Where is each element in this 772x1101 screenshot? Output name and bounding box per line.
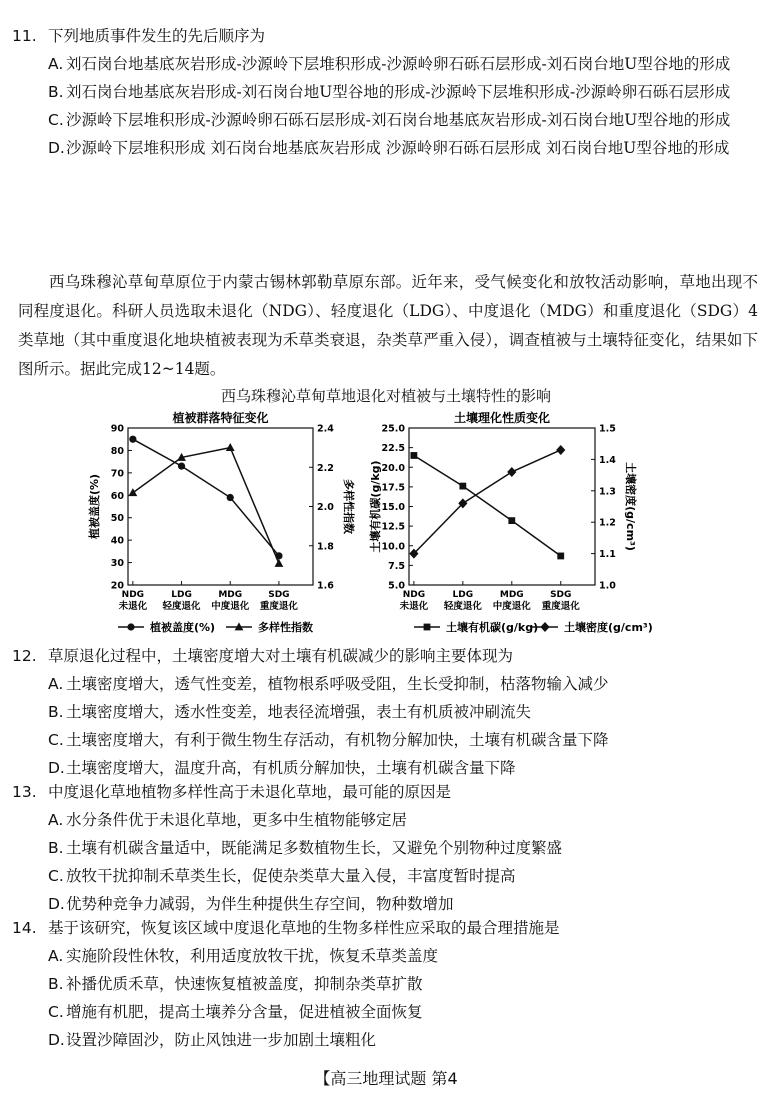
y-axis-label-left: 土壤有机碳(g/kg) — [369, 460, 382, 553]
option-b[interactable]: B. 刘石岗台地基底灰岩形成-刘石岗台地U型谷地的形成-沙源岭下层堆积形成-沙源岭卵石砾石层形成 — [48, 83, 731, 101]
chart-frame — [409, 428, 595, 585]
option-a[interactable]: A. 土壤密度增大，透气性变差，植物根系呼吸受阻，生长受抑制，枯落物输入减少 — [48, 675, 609, 693]
question-number: 14. — [12, 919, 37, 937]
x-tick-label: NDG — [121, 590, 145, 600]
data-point — [226, 443, 235, 451]
y-tick-label-left: 90 — [110, 423, 124, 435]
x-tick-label: NDG — [402, 590, 426, 600]
option-d[interactable]: D. 优势种竞争力减弱，为伴生种提供生存空间，物种数增加 — [48, 895, 454, 913]
y-tick-label-left: 80 — [110, 445, 124, 457]
option-a[interactable]: A. 刘石岗台地基底灰岩形成-沙源岭下层堆积形成-沙源岭卵石砾石层形成-刘石岗台地U型谷地的形成 — [48, 55, 731, 73]
y-tick-label-right: 1.2 — [599, 517, 616, 529]
data-point — [410, 452, 417, 459]
data-point — [129, 436, 136, 443]
data-point — [178, 463, 185, 470]
question-12 — [12, 642, 762, 782]
y-tick-label-left: 30 — [110, 558, 124, 570]
y-axis-label-right: 多样性指数 — [342, 479, 355, 534]
figure-charts — [0, 406, 772, 641]
y-tick-label-right: 1.3 — [599, 486, 616, 498]
option-b[interactable]: B. 土壤密度增大，透水性变差，地表径流增强，表土有机质被冲刷流失 — [48, 703, 532, 721]
x-tick-label: LDG — [452, 590, 474, 600]
y-tick-label-left: 12.5 — [381, 521, 405, 533]
data-point — [508, 517, 515, 524]
question-stem: 下列地质事件发生的先后顺序为 — [48, 27, 266, 45]
data-point — [128, 488, 137, 496]
option-d[interactable]: D. 设置沙障固沙，防止风蚀进一步加剧土壤粗化 — [48, 1031, 377, 1049]
x-tick-label: LDG — [171, 590, 192, 600]
y-tick-label-left: 15.0 — [381, 502, 405, 513]
x-tick-label: SDG — [268, 590, 290, 600]
question-13 — [12, 778, 762, 918]
page-footer: 【高三地理试题 第4 — [314, 1069, 458, 1088]
legend-label: 植被盖度(%) — [150, 621, 216, 634]
question-stem: 基于该研究，恢复该区域中度退化草地的生物多样性应采取的最合理措施是 — [48, 919, 560, 937]
question-number: 11. — [12, 27, 37, 45]
series-line — [133, 448, 279, 564]
option-d[interactable]: D. 沙源岭下层堆积形成 刘石岗台地基底灰岩形成 沙源岭卵石砾石层形成 刘石岗台地U型谷地的形成 — [48, 139, 730, 157]
y-tick-label-left: 7.5 — [388, 560, 405, 572]
y-tick-label-right: 1.1 — [599, 549, 616, 561]
legend-marker — [540, 622, 549, 632]
question-stem: 草原退化过程中，土壤密度增大对土壤有机碳减少的影响主要体现为 — [48, 647, 514, 665]
data-point — [227, 494, 234, 501]
legend-marker — [424, 624, 431, 631]
reading-passage: 西乌珠穆沁草甸草原位于内蒙古锡林郭勒草原东部。近年来，受气候变化和放牧活动影响，草地出现不同程度退化。科研人员选取未退化（NDG）、轻度退化（LDG）、中度退化（MDG）和重度退化（SDG）4类草地（其中重度退化地块植被表现为禾草类衰退，杂类草严重入侵），调查植被与土壤特征变化，结果如下图所示。据此完成12~14题。 — [18, 273, 758, 378]
legend-label: 土壤密度(g/cm³) — [564, 621, 653, 634]
option-a[interactable]: A. 水分条件优于未退化草地，更多中生植物能够定居 — [48, 811, 408, 829]
question-14 — [12, 914, 762, 1054]
y-tick-label-left: 50 — [110, 513, 124, 525]
chart-title: 植被群落特征变化 — [172, 411, 269, 425]
question-number: 13. — [12, 783, 37, 801]
option-c[interactable]: C. 沙源岭下层堆积形成-沙源岭卵石砾石层形成-刘石岗台地基底灰岩形成-刘石岗台地U型谷地的形成 — [48, 111, 731, 129]
x-tick-label: MDG — [218, 590, 243, 600]
y-tick-label-right: 2.2 — [317, 462, 334, 474]
y-tick-label-left: 22.5 — [381, 443, 405, 455]
option-c[interactable]: C. 土壤密度增大，有利于微生物生存活动，有机物分解加快，土壤有机碳含量下降 — [48, 731, 609, 749]
data-point — [557, 553, 564, 560]
y-tick-label-left: 17.5 — [381, 482, 405, 494]
x-tick-label: 轻度退化 — [162, 601, 201, 612]
x-tick-label: MDG — [499, 590, 524, 600]
question-11 — [12, 22, 762, 162]
figure-title: 西乌珠穆沁草甸草地退化对植被与土壤特性的影响 — [220, 387, 551, 405]
question-stem: 中度退化草地植物多样性高于未退化草地，最可能的原因是 — [48, 783, 452, 801]
data-point — [556, 445, 565, 455]
series-line — [414, 455, 561, 555]
y-tick-label-left: 25.0 — [381, 423, 405, 435]
y-tick-label-right: 1.8 — [317, 541, 334, 553]
y-tick-label-right: 1.4 — [599, 454, 616, 466]
y-tick-label-right: 1.0 — [599, 580, 616, 592]
chart-title: 土壤理化性质变化 — [453, 411, 551, 425]
y-tick-label-right: 2.0 — [317, 502, 334, 513]
legend-marker — [127, 623, 134, 630]
x-tick-label: 轻度退化 — [443, 601, 482, 612]
y-tick-label-left: 20.0 — [381, 462, 405, 474]
y-axis-label-left: 植被盖度(%) — [88, 473, 101, 540]
y-tick-label-left: 5.0 — [388, 580, 405, 592]
y-tick-label-left: 60 — [110, 490, 124, 502]
x-tick-label: 中度退化 — [492, 601, 531, 612]
y-tick-label-right: 2.4 — [317, 423, 334, 435]
option-d[interactable]: D. 土壤密度增大，温度升高，有机质分解加快，土壤有机碳含量下降 — [48, 759, 516, 777]
series-line — [414, 450, 561, 554]
option-b[interactable]: B. 土壤有机碳含量适中，既能满足多数植物生长，又避免个别物种过度繁盛 — [48, 839, 563, 857]
x-tick-label: 未退化 — [118, 601, 148, 612]
x-tick-label: SDG — [550, 590, 572, 600]
legend-label: 土壤有机碳(g/kg) — [446, 621, 539, 634]
y-tick-label-left: 70 — [110, 468, 124, 480]
option-c[interactable]: C. 放牧干扰抑制禾草类生长，促使杂类草大量入侵，丰富度暂时提高 — [48, 867, 516, 885]
option-c[interactable]: C. 增施有机肥，提高土壤养分含量，促进植被全面恢复 — [48, 1003, 423, 1021]
x-tick-label: 未退化 — [399, 601, 429, 612]
series-line — [133, 439, 279, 556]
option-b[interactable]: B. 补播优质禾草，快速恢复植被盖度，抑制杂类草扩散 — [48, 975, 423, 993]
question-number: 12. — [12, 647, 37, 665]
data-point — [459, 483, 466, 490]
y-tick-label-left: 10.0 — [381, 541, 405, 553]
y-tick-label-left: 20 — [110, 580, 124, 592]
legend-label: 多样性指数 — [258, 621, 313, 634]
y-tick-label-left: 40 — [110, 535, 124, 547]
data-point — [507, 467, 516, 477]
y-tick-label-right: 1.5 — [599, 423, 616, 435]
y-tick-label-right: 1.6 — [317, 580, 334, 592]
x-tick-label: 重度退化 — [541, 601, 580, 612]
option-a[interactable]: A. 实施阶段性休牧，利用适度放牧干扰，恢复禾草类盖度 — [48, 947, 439, 965]
y-axis-label-right: 土壤密度(g/cm³) — [624, 462, 637, 551]
x-tick-label: 中度退化 — [211, 601, 250, 612]
data-point — [275, 559, 284, 567]
x-tick-label: 重度退化 — [259, 601, 298, 612]
